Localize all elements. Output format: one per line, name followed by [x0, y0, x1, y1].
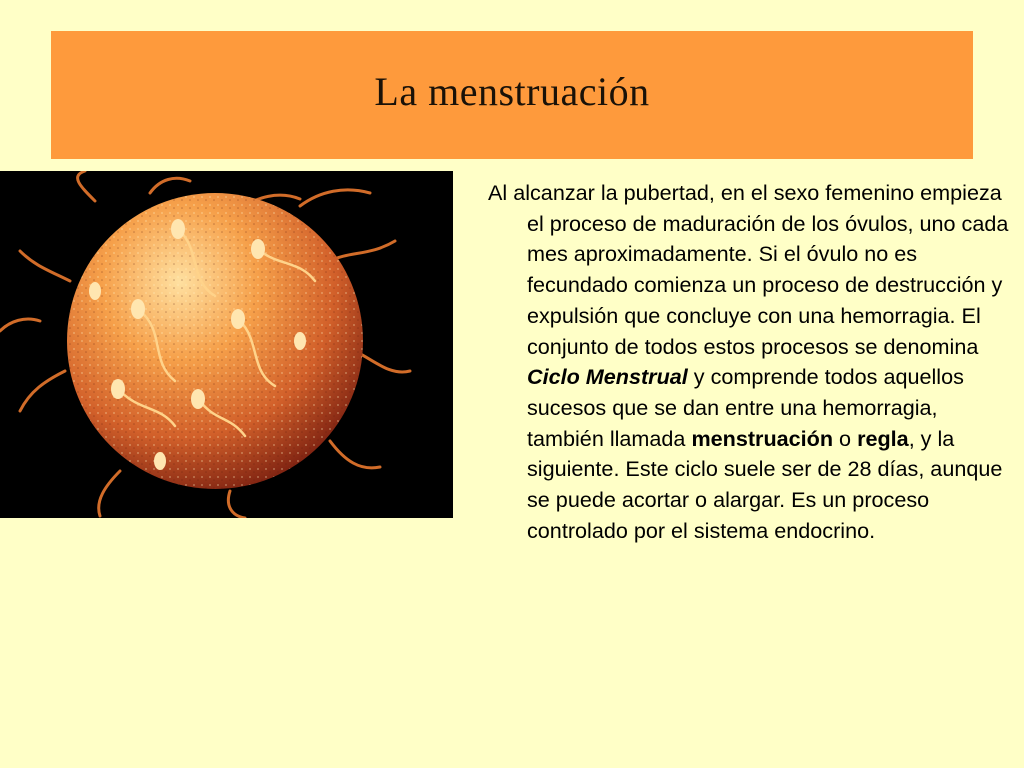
term-menstruacion: menstruación	[691, 425, 834, 451]
ovum-illustration	[0, 171, 453, 518]
body-text	[488, 178, 1018, 546]
body-paragraph	[488, 178, 1018, 546]
slide-title: La menstruación	[374, 68, 650, 114]
body-part-2: y comprende todos aquellos sucesos que se dan entre una hemorragia, también llamada	[527, 364, 964, 451]
title-banner	[51, 31, 973, 159]
ovum-micrograph-image	[0, 171, 453, 518]
term-regla: regla	[857, 425, 909, 451]
term-ciclo-menstrual: Ciclo Menstrual	[527, 364, 688, 390]
body-part-4: , y la siguiente. Este ciclo suele ser de 28 días, aunque se puede acortar o alargar. Es un proceso controlado por el sistema endocrino.	[527, 425, 1003, 543]
body-part-3: o	[833, 425, 858, 451]
body-part-1: Al alcanzar la pubertad, en el sexo femenino empieza el proceso de maduración de los óvulos, uno cada mes aproximadamente. Si el óvulo no es fecundado comienza un proceso de destrucción y expulsión que concluye con una hemorragia. El conjunto de todos estos procesos se denomina	[488, 180, 1009, 359]
